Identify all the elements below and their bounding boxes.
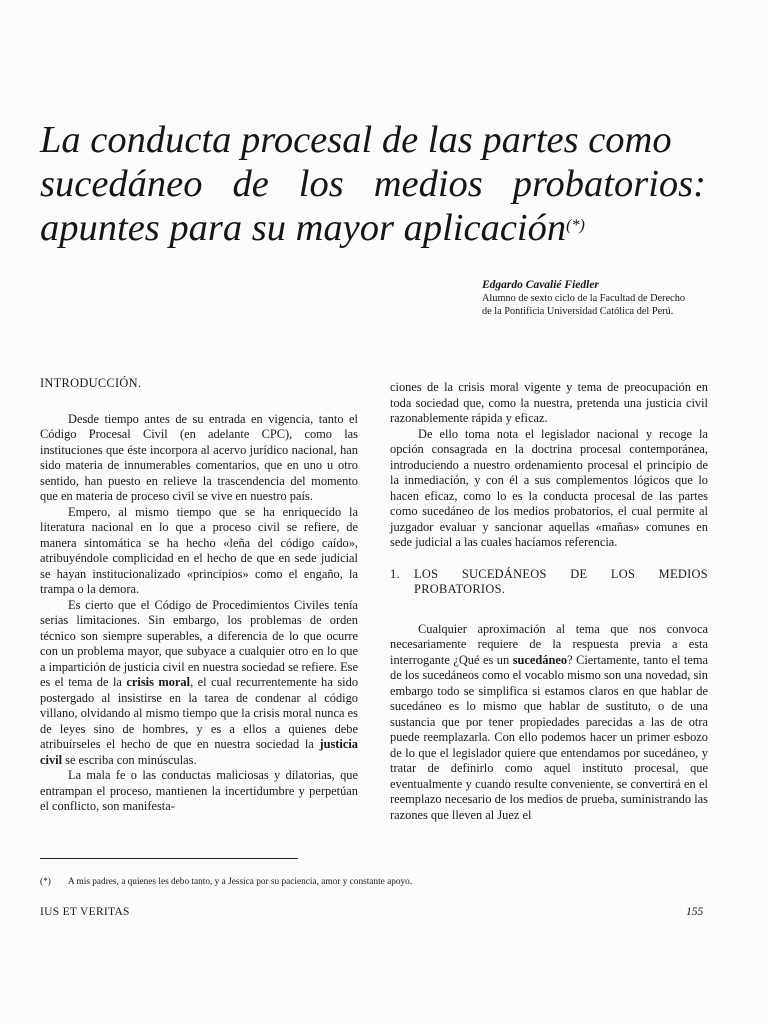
bold-term: sucedáneo — [512, 652, 568, 667]
section-number: 1. — [390, 566, 400, 581]
title-line-3-text: apuntes para su mayor aplicación — [40, 207, 567, 249]
footnote-divider — [40, 858, 298, 859]
text-run: se escriba con minúsculas. — [62, 752, 197, 767]
author-name: Edgardo Cavalié Fiedler — [482, 279, 599, 291]
author-affiliation-line-1: Alumno de sexto ciclo de la Facultad de Derecho — [482, 293, 686, 304]
section-title: LOS SUCEDÁNEOS DE LOS MEDIOS PROBATORIOS. — [414, 566, 708, 596]
paragraph: ciones de la crisis moral vigente y tema de preocupación en toda sociedad que, como la nuestra, pretenda una justicia civil razonablemente rápida y eficaz. — [390, 380, 708, 425]
section-heading — [390, 567, 708, 598]
paragraph: De ello toma nota el legislador nacional y recoge la opción consagrada en la doctrina procesal contemporánea, introduciendo a nuestro ordenamiento procesal el principio de la inmediación, y con él a sus complementos lógicos que lo hacen eficaz, como lo es la conducta procesal de las partes como sucedáneo de los medios probatorios, el cual permite al juzgador evaluar y sancionar aquellas «mañas» comunes en sede judicial a las cuales hacíamos referencia. — [390, 426, 708, 549]
page-number: 155 — [686, 906, 704, 918]
title-word: los — [298, 163, 344, 205]
bold-term: justicia civil — [40, 737, 358, 767]
article-title — [40, 118, 730, 250]
paragraph: Desde tiempo antes de su entrada en vigencia, tanto el Código Procesal Civil (en adelante CPC), como las instituciones que éste incorpora al acervo jurídico nacional, han sido materia de innumerables comentarios, que en uno u otro sentido, han puesto en relieve la trascendencia del momento que en materia de proceso civil se vive en nuestro país. — [40, 411, 358, 503]
title-line-1: La conducta procesal de las partes como — [40, 119, 672, 161]
right-column — [390, 380, 708, 823]
title-word: probatorios: — [512, 163, 706, 205]
title-line-2 — [40, 162, 706, 206]
footnote-text: A mis padres, a quienes les debo tanto, y a Jessica por su paciencia, amor y constante apoyo. — [68, 877, 413, 887]
paragraph — [40, 598, 358, 769]
introduction-heading: INTRODUCCIÓN. — [40, 376, 142, 390]
text-run: ? Ciertamente, tanto el tema de los sucedáneos como el vocablo mismo son una novedad, sin embargo todo se simplifica si estamos claros en que hablar de sucedáneo es lo mismo que hablar de sustituto, o de una sustancia que por tener propiedades parecidas a las de otra puede reemplazarla. Con ello podemos hacer un primer esbozo de lo que el legislador quiere que entendamos por sucedáneo, y tratar de definirlo como aquel instituto procesal, que eventualmente y cuando resulte conveniente, se convertirá en el reemplazo necesario de los medios de prueba, suministrando las razones que lleven al Juez el — [390, 652, 708, 822]
author-block — [482, 278, 732, 318]
footnote — [40, 876, 412, 888]
title-footnote-mark: (*) — [566, 217, 585, 234]
journal-name: IUS ET VERITAS — [40, 906, 130, 918]
title-word: medios — [373, 163, 483, 205]
title-word: sucedáneo — [40, 163, 203, 205]
left-column — [40, 376, 358, 815]
title-word: de — [232, 163, 269, 205]
text-run: Cualquier aproximación al tema que nos convoca necesariamente requiere de la respuesta previa a esta interrogante ¿Qué es un — [390, 621, 708, 667]
footnote-mark: (*) — [40, 877, 51, 887]
bold-term: crisis moral — [126, 675, 191, 689]
title-line-3 — [40, 206, 730, 250]
author-affiliation-line-2: de la Pontificia Universidad Católica del Perú. — [482, 306, 674, 317]
paragraph: Empero, al mismo tiempo que se ha enriquecido la literatura nacional en lo que a proceso civil se refiere, de manera sintomática se ha hecho «leña del código caído», atribuyéndole complicidad en el hecho de que en sede judicial se hayan institucionalizado «principios» como el engaño, la trampa o la demora. — [40, 504, 358, 596]
paragraph — [390, 622, 708, 824]
paragraph: La mala fe o las conductas maliciosas y dilatorias, que entrampan el proceso, mantienen la incertidumbre y perpetúan el conflicto, son manifesta- — [40, 768, 358, 813]
text-run: , el cual recurrentemente ha sido postergado al insistirse en la tarea de condenar al código villano, olvidando al mismo tiempo que la crisis moral nunca es de leyes sino de hombres, y es a ellos a quienes debe atribuírseles el hecho de que en nuestra sociedad la — [40, 675, 359, 751]
text-run: Es cierto que el Código de Procedimientos Civiles tenía serias limitaciones. Sin embargo, los problemas de orden técnico son siempre superables, a diferencia de lo que ocurre con un problema mayor, que subyace a cualquier otro en lo que a impartición de justicia civil en nuestra sociedad se refiere. Ese es el tema de la — [40, 597, 358, 689]
